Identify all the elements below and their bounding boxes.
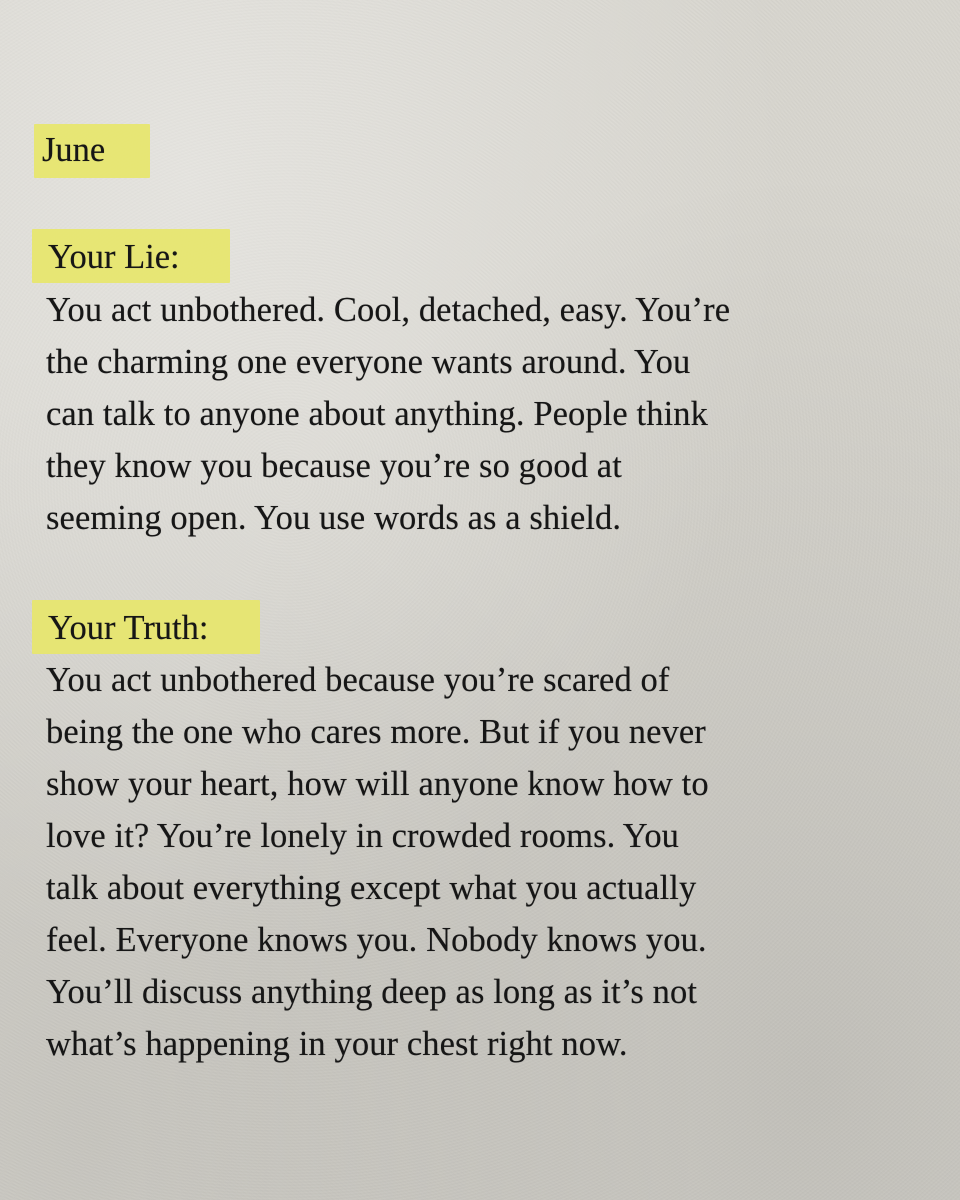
truth-line: talk about everything except what you actually xyxy=(46,869,697,907)
lie-heading: Your Lie: xyxy=(48,238,180,276)
truth-heading: Your Truth: xyxy=(48,609,209,647)
truth-line: what’s happening in your chest right now. xyxy=(46,1025,628,1063)
truth-line: feel. Everyone knows you. Nobody knows you. xyxy=(46,921,707,959)
truth-line: show your heart, how will anyone know how to xyxy=(46,765,709,803)
lie-line: they know you because you’re so good at xyxy=(46,447,622,485)
lie-line: You act unbothered. Cool, detached, easy. You’re xyxy=(46,291,731,329)
lie-line: can talk to anyone about anything. People think xyxy=(46,395,708,433)
lie-line: the charming one everyone wants around. You xyxy=(46,343,691,381)
truth-line: You act unbothered because you’re scared of xyxy=(46,661,670,699)
truth-line: being the one who cares more. But if you never xyxy=(46,713,706,751)
truth-line: You’ll discuss anything deep as long as it’s not xyxy=(46,973,698,1011)
month-label: June xyxy=(42,131,106,169)
lie-line: seeming open. You use words as a shield. xyxy=(46,499,622,537)
truth-line: love it? You’re lonely in crowded rooms. You xyxy=(46,817,680,855)
